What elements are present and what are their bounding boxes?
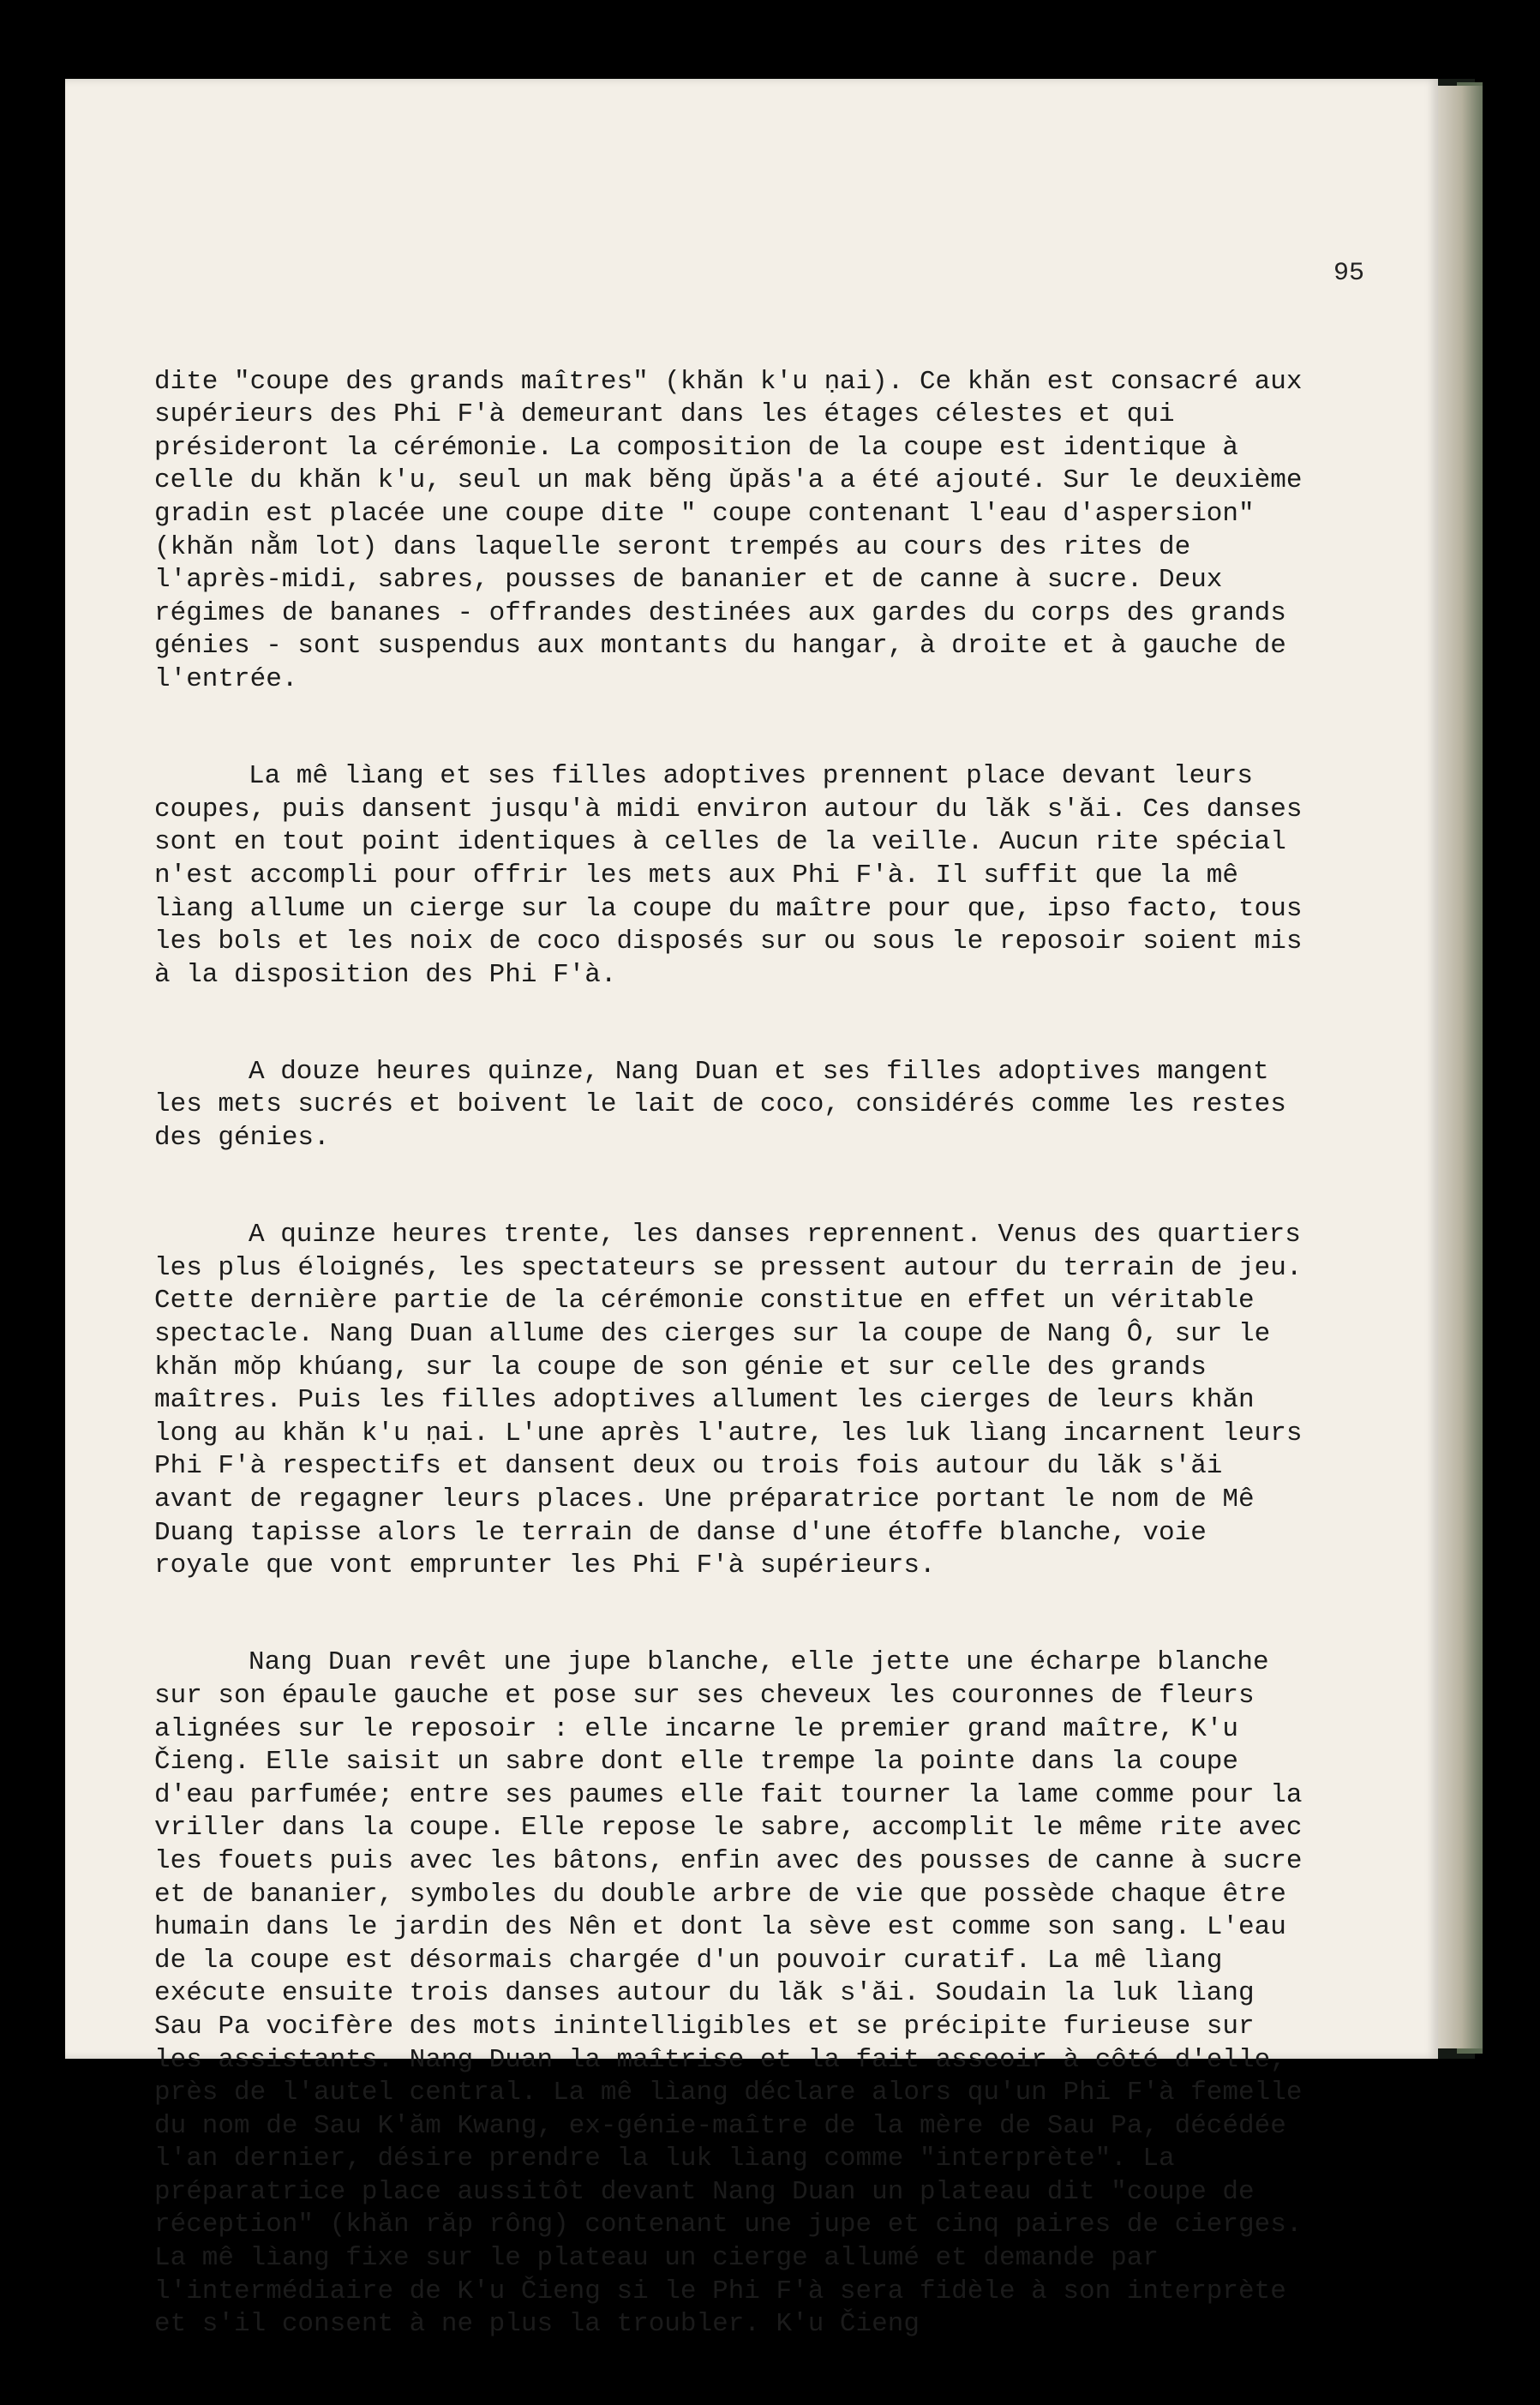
paragraph: A quinze heures trente, les danses reprennent. Venus des quartiers les plus éloignés, les spectateurs se pressent autour du terrain de jeu. Cette dernière partie de la cérémonie constitue en effet un véritable spectacle. Nang Duan allume des cierges sur la coupe de Nang Ô, sur le khăn mŏp khúang, sur la coupe de son génie et sur celle des grands maîtres. Puis les filles adoptives allument les cierges de leurs khăn long au khăn k'u ṇai. L'une après l'autre, les luk lìang incarnent leurs Phi F'à respectifs et dansent deux ou trois fois autour du lăk s'ăi avant de regagner leurs places. Une préparatrice portant le nom de Mê Duang tapisse alors le terrain de danse d'une étoffe blanche, voie royale que vont emprunter les Phi F'à supérieurs. xyxy=(154,1220,1303,1581)
paragraph: Nang Duan revêt une jupe blanche, elle jette une écharpe blanche sur son épaule gauche et pose sur ses cheveux les couronnes de fleurs alignées sur le reposoir : elle incarne le premier grand maître, K'u Čieng. Elle saisit un sabre dont elle trempe la pointe dans la coupe d'eau parfumée; entre ses paumes elle fait tourner la lame comme pour la vriller dans la coupe. Elle repose le sabre, accomplit le même rite avec les fouets puis avec les bâtons, enfin avec des pousses de canne à sucre et de bananier, symboles du double arbre de vie que possède chaque être humain dans le jardin des Nên et dont la sève est comme son sang. L'eau de la coupe est désormais chargée d'un pouvoir curatif. La mê lìang exécute ensuite trois danses autour du lăk s'ăi. Soudain la luk lìang Sau Pa vocifère des mots inintelligibles et se précipite furieuse sur les assistants. Nang Duan la maîtrise et la fait asseoir à côté d'elle, près de l'autel central. La mê lìang déclare alors qu'un Phi F'à femelle du nom de Sau K'ăm Kwang, ex-génie-maître de la mère de Sau Pa, décédée l'an dernier, désire prendre la luk lìang comme "interprète". La préparatrice place aussitôt devant Nang Duan un plateau dit "coupe de réception" (khăn răp rông) contenant une jupe et cinq paires de cierges. La mê lìang fixe sur le plateau un cierge allumé et demande par l'intermédiaire de K'u Čieng si le Phi F'à sera fidèle à son interprète et s'il consent à ne plus la troubler. K'u Čieng xyxy=(154,1647,1303,2340)
page-number: 95 xyxy=(1333,259,1364,288)
paragraph: A douze heures quinze, Nang Duan et ses filles adoptives mangent les mets sucrés et boivent le lait de coco, considérés comme les restes des génies. xyxy=(154,1056,1286,1154)
paragraph: La mê lìang et ses filles adoptives prennent place devant leurs coupes, puis dansent jusqu'à midi environ autour du lăk s'ăi. Ces danses sont en tout point identiques à celles de la veille. Aucun rite spécial n'est accompli pour offrir les mets aux Phi F'à. Il suffit que la mê lìang allume un cierge sur la coupe du maître pour que, ipso facto, tous les bols et les noix de coco disposés sur ou sous le reposoir soient mis à la disposition des Phi F'à. xyxy=(154,761,1303,990)
page-text xyxy=(154,333,1311,2405)
paragraph: dite "coupe des grands maîtres" (khăn k'u ṇai). Ce khăn est consacré aux supérieurs des Phi F'à demeurant dans les étages célestes et qui présideront la cérémonie. La composition de la coupe est identique à celle du khăn k'u, seul un mak běng ŭpăs'a a été ajouté. Sur le deuxième gradin est placée une coupe dite " coupe contenant l'eau d'aspersion" (khăn nằm lot) dans laquelle seront trempés au cours des rites de l'après-midi, sabres, pousses de bananier et de canne à sucre. Deux régimes de bananes - offrandes destinées aux gardes du corps des grands génies - sont suspendus aux montants du hangar, à droite et à gauche de l'entrée. xyxy=(154,366,1303,694)
